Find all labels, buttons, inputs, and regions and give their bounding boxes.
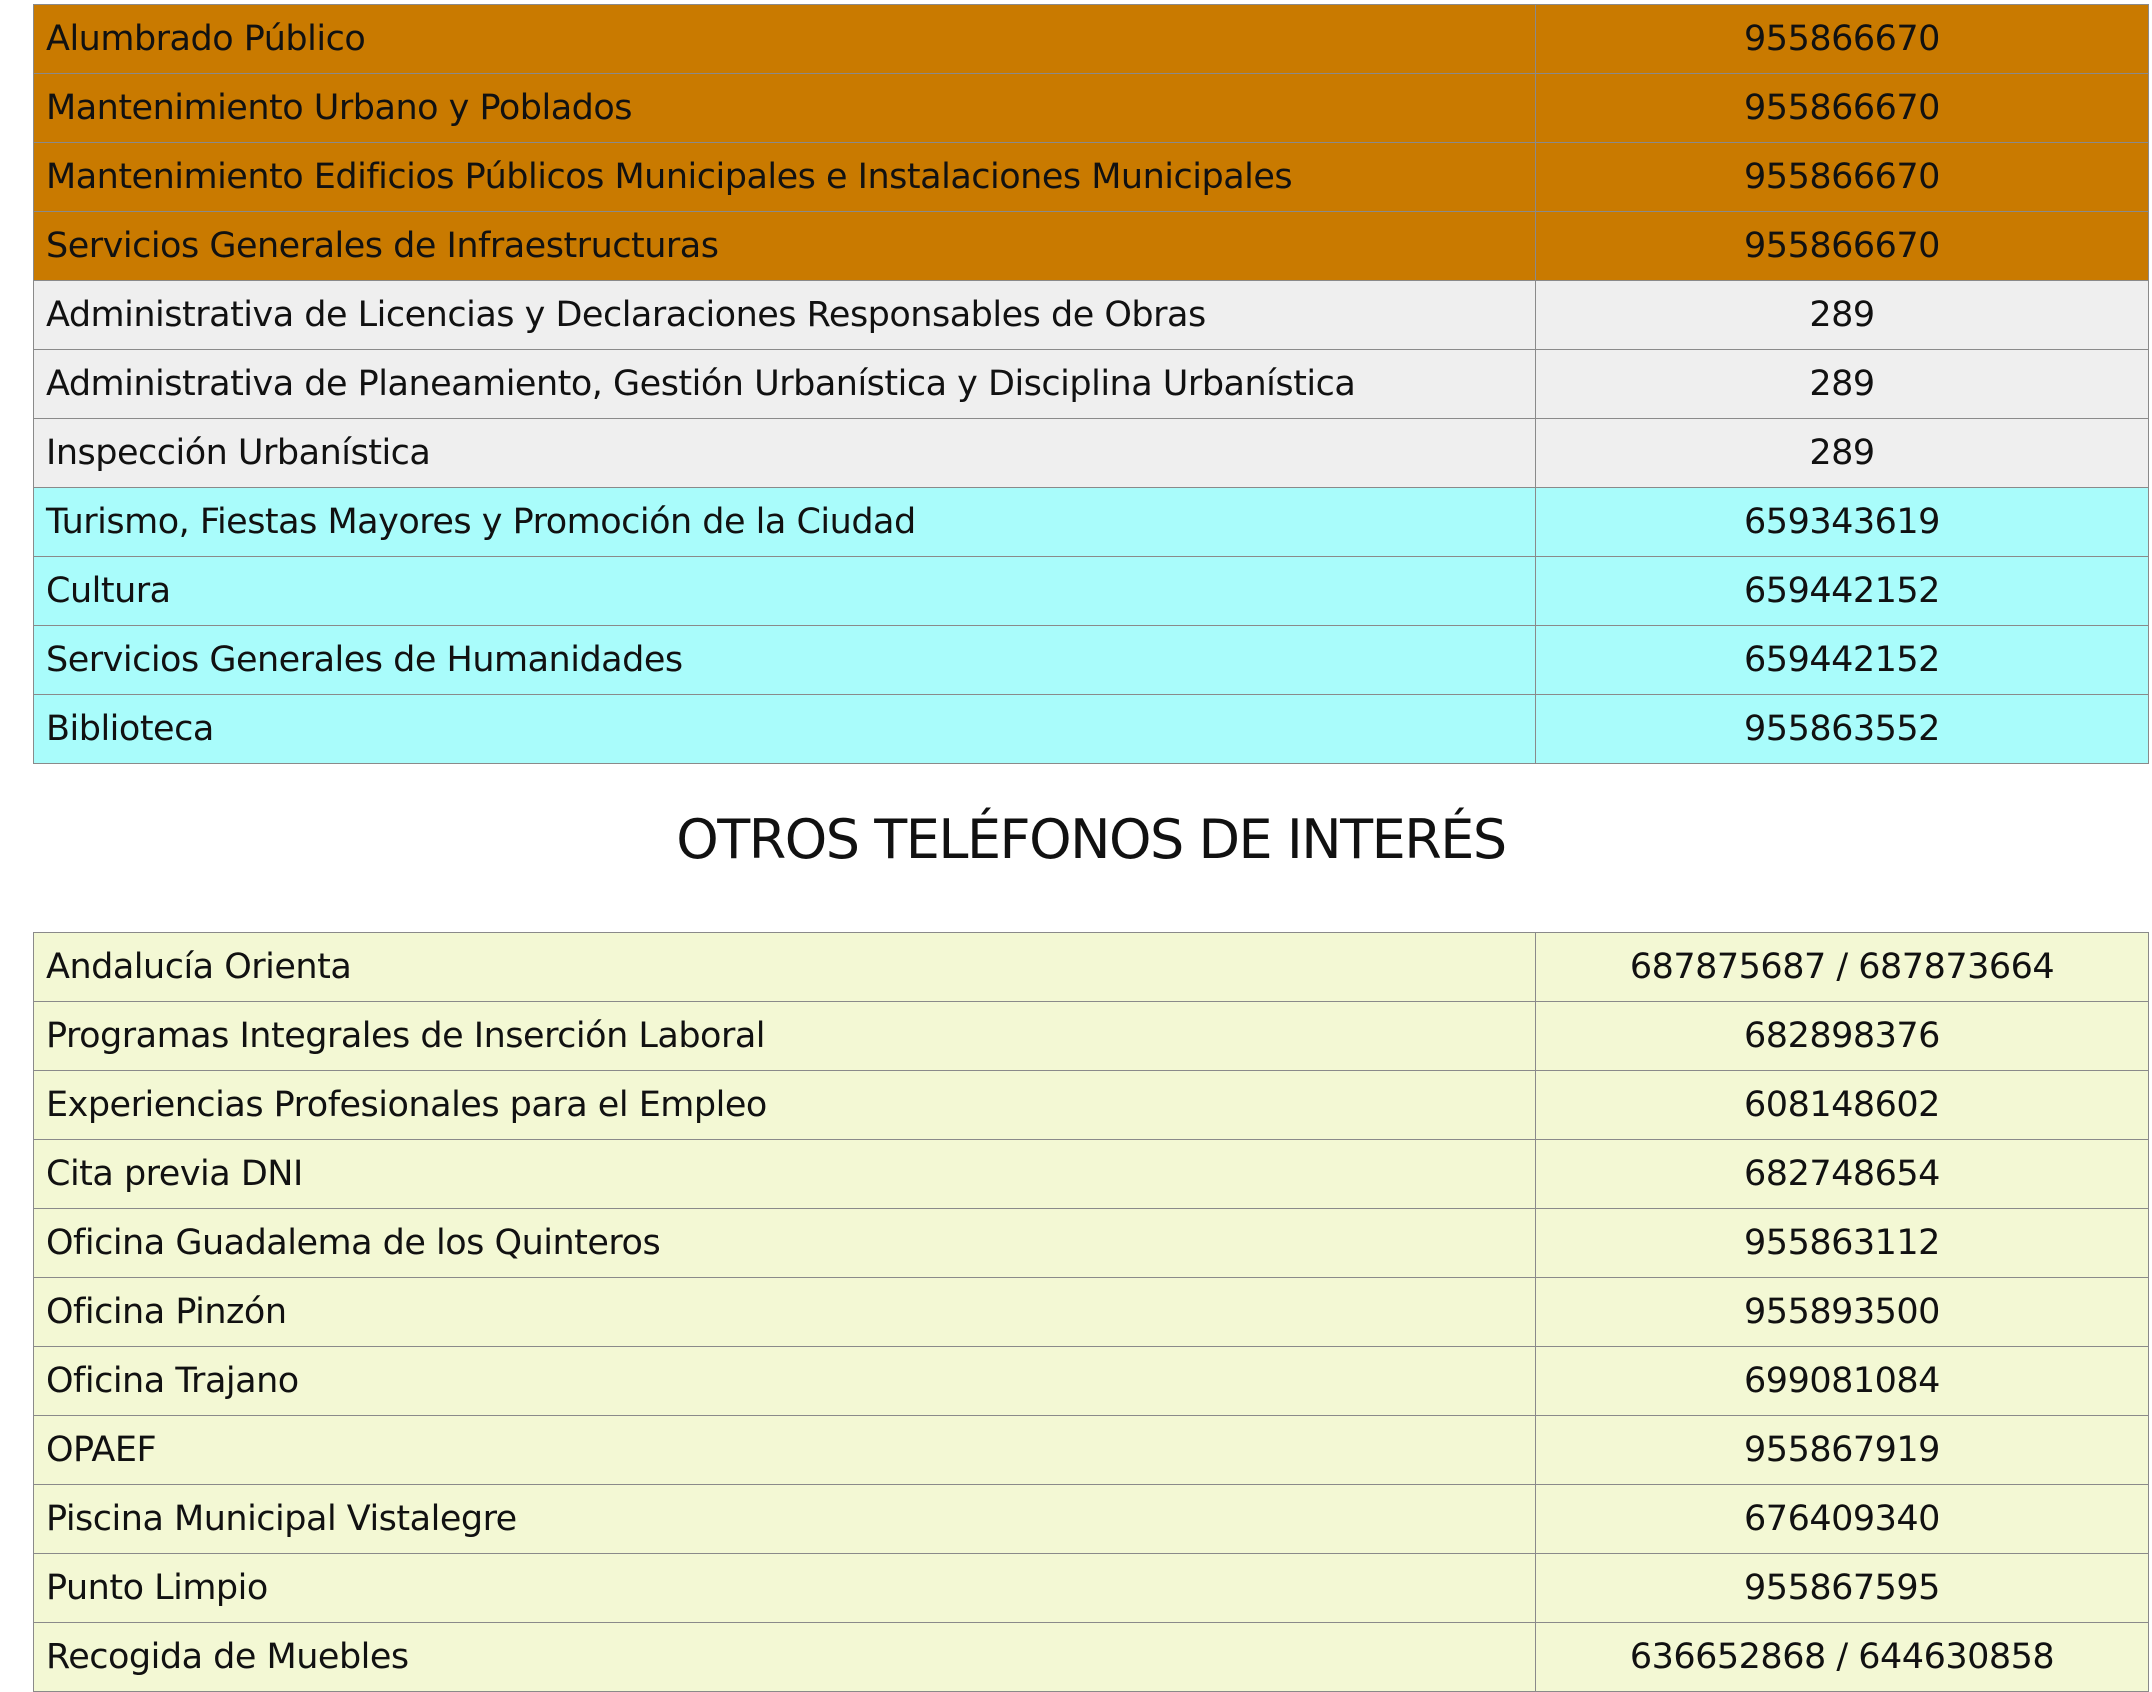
phone-number: 687875687 / 687873664 [1536, 933, 2149, 1002]
department-name: Servicios Generales de Infraestructuras [34, 212, 1536, 281]
table-row [34, 1002, 2149, 1071]
service-name: Cita previa DNI [34, 1140, 1536, 1209]
table-row [34, 1554, 2149, 1623]
department-name: Administrativa de Licencias y Declaraciones Responsables de Obras [34, 281, 1536, 350]
table-row [34, 1485, 2149, 1554]
department-name: Alumbrado Público [34, 5, 1536, 74]
table-row [34, 557, 2149, 626]
phone-number: 659442152 [1536, 626, 2149, 695]
table-row [34, 1209, 2149, 1278]
phone-number: 636652868 / 644630858 [1536, 1623, 2149, 1692]
phone-number: 955866670 [1536, 74, 2149, 143]
phone-number: 955866670 [1536, 212, 2149, 281]
service-name: OPAEF [34, 1416, 1536, 1485]
section-title: OTROS TELÉFONOS DE INTERÉS [676, 808, 1506, 871]
departments-table [33, 4, 2149, 764]
table-row [34, 419, 2149, 488]
table-row [34, 1071, 2149, 1140]
service-name: Oficina Pinzón [34, 1278, 1536, 1347]
table-row [34, 350, 2149, 419]
phone-number: 659442152 [1536, 557, 2149, 626]
phone-number: 955867595 [1536, 1554, 2149, 1623]
table-row [34, 1623, 2149, 1692]
service-name: Programas Integrales de Inserción Laboral [34, 1002, 1536, 1071]
phone-number: 608148602 [1536, 1071, 2149, 1140]
department-name: Cultura [34, 557, 1536, 626]
table-row [34, 488, 2149, 557]
department-name: Turismo, Fiestas Mayores y Promoción de la Ciudad [34, 488, 1536, 557]
phone-number: 682748654 [1536, 1140, 2149, 1209]
table-row [34, 1140, 2149, 1209]
other-phones-table [33, 932, 2149, 1692]
department-name: Inspección Urbanística [34, 419, 1536, 488]
service-name: Oficina Trajano [34, 1347, 1536, 1416]
table-row [34, 74, 2149, 143]
department-name: Servicios Generales de Humanidades [34, 626, 1536, 695]
phone-number: 955867919 [1536, 1416, 2149, 1485]
table-row [34, 1278, 2149, 1347]
phone-extension: 289 [1536, 281, 2149, 350]
table-row [34, 933, 2149, 1002]
table-row [34, 1416, 2149, 1485]
table-row [34, 143, 2149, 212]
phone-number: 955863552 [1536, 695, 2149, 764]
phone-number: 955866670 [1536, 143, 2149, 212]
service-name: Experiencias Profesionales para el Empleo [34, 1071, 1536, 1140]
table-row [34, 5, 2149, 74]
table-row [34, 1347, 2149, 1416]
phone-number: 682898376 [1536, 1002, 2149, 1071]
phone-extension: 289 [1536, 419, 2149, 488]
department-name: Mantenimiento Edificios Públicos Municipales e Instalaciones Municipales [34, 143, 1536, 212]
phone-number: 955866670 [1536, 5, 2149, 74]
table-row [34, 212, 2149, 281]
service-name: Andalucía Orienta [34, 933, 1536, 1002]
phone-number: 676409340 [1536, 1485, 2149, 1554]
service-name: Piscina Municipal Vistalegre [34, 1485, 1536, 1554]
phone-number: 699081084 [1536, 1347, 2149, 1416]
phone-number: 659343619 [1536, 488, 2149, 557]
department-name: Biblioteca [34, 695, 1536, 764]
department-name: Mantenimiento Urbano y Poblados [34, 74, 1536, 143]
phone-number: 955863112 [1536, 1209, 2149, 1278]
phone-number: 955893500 [1536, 1278, 2149, 1347]
phone-extension: 289 [1536, 350, 2149, 419]
service-name: Punto Limpio [34, 1554, 1536, 1623]
department-name: Administrativa de Planeamiento, Gestión Urbanística y Disciplina Urbanística [34, 350, 1536, 419]
table-row [34, 695, 2149, 764]
table-row [34, 281, 2149, 350]
service-name: Oficina Guadalema de los Quinteros [34, 1209, 1536, 1278]
service-name: Recogida de Muebles [34, 1623, 1536, 1692]
table-row [34, 626, 2149, 695]
